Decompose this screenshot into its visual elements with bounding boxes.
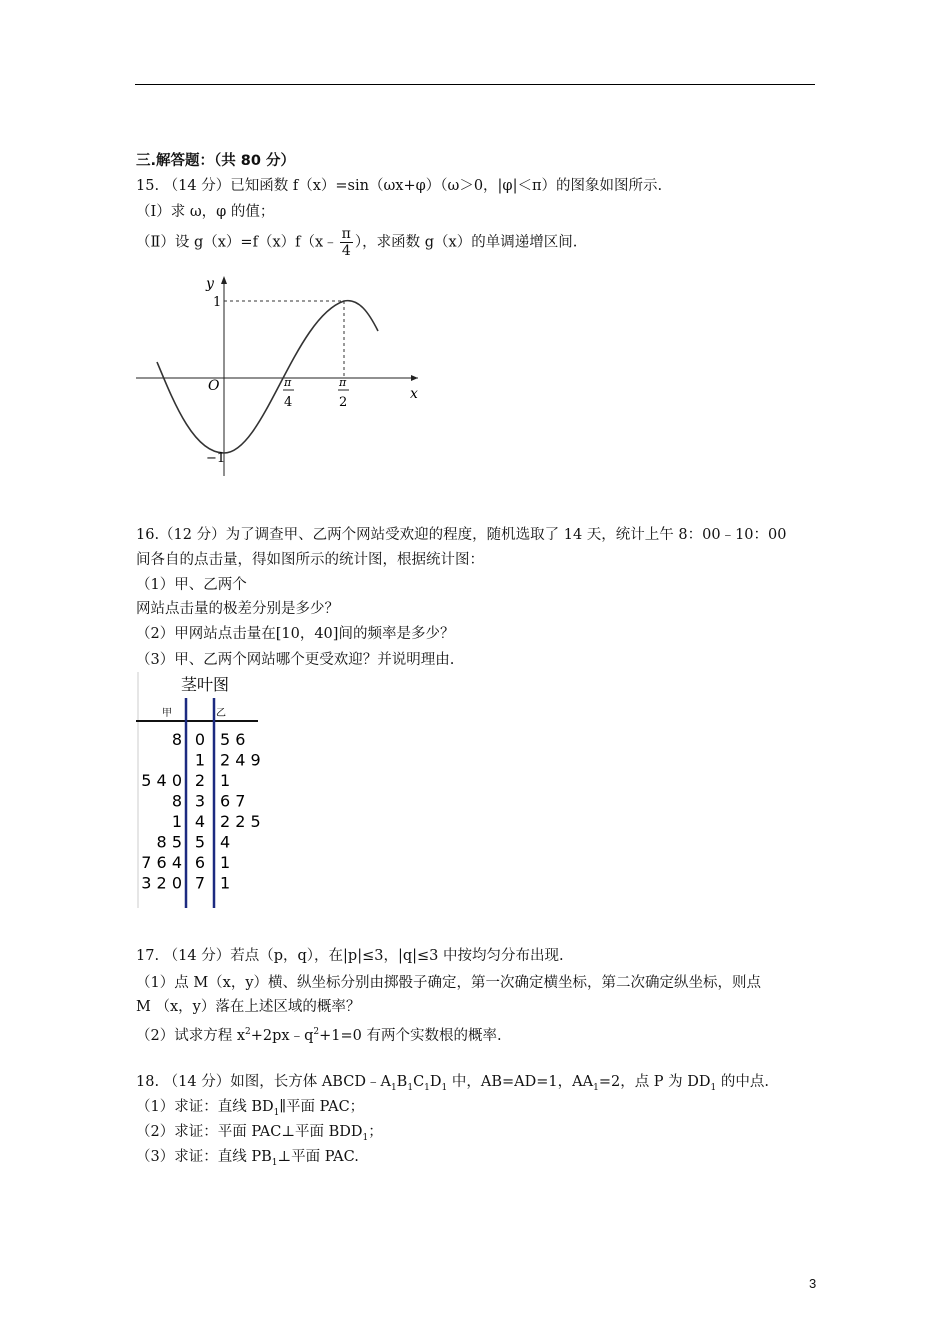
- stem: 6: [194, 853, 206, 872]
- sub-1: 1: [593, 1082, 599, 1093]
- y-axis-arrow-icon: [221, 276, 227, 284]
- leaf-right: 2 4 9: [220, 750, 261, 770]
- leaf-left: 7 6 4: [141, 853, 182, 872]
- x-tick-pi4-num: π: [284, 376, 292, 389]
- y-tick-minus-1: −1: [206, 451, 226, 466]
- y-label: y: [206, 276, 214, 292]
- q18-text-d: D: [429, 1074, 442, 1090]
- q15-part2: [136, 226, 577, 259]
- q17-part2: [136, 1023, 502, 1045]
- sup-2b: 2: [313, 1027, 320, 1037]
- leaf-left: 8 5: [156, 832, 182, 852]
- section-heading: 三.解答题：（共 80 分）: [136, 153, 296, 169]
- q18-p2-a: （2）求证：平面 PAC⊥平面 BDD: [136, 1124, 363, 1140]
- page-number: 3: [809, 1276, 817, 1291]
- leaf-right: 1: [220, 771, 231, 790]
- fraction-numerator: π: [341, 226, 351, 242]
- q17-part2-post: +1=0 有两个实数根的概率.: [319, 1027, 502, 1044]
- q18-text-g: 的中点.: [716, 1074, 769, 1090]
- q16-part2: （2）甲网站点击量在[10，40]间的频率是多少？: [136, 626, 455, 642]
- sup-2a: 2: [245, 1027, 251, 1037]
- q16-part1a: （1）甲、乙两个: [136, 577, 247, 593]
- x-axis-arrow-icon: [411, 375, 418, 381]
- q16-part3: （3）甲、乙两个网站哪个更受欢迎？并说明理由.: [136, 652, 455, 668]
- sine-graph: [134, 268, 434, 480]
- q18-p1-b: ∥平面 PAC；: [279, 1099, 365, 1115]
- q18-text-f: =2，点 P 为 DD: [598, 1074, 711, 1090]
- leaf-left: 8: [171, 730, 182, 749]
- q18-text-b: B: [396, 1074, 408, 1090]
- stem: 4: [194, 812, 206, 831]
- sub-1: 1: [273, 1107, 280, 1118]
- q17-part1-line2: M （x，y）落在上述区域的概率？: [136, 999, 361, 1015]
- stem: 2: [194, 771, 206, 790]
- q15-part2-post: ），求函数 g（x）的单调递增区间.: [354, 234, 578, 251]
- stem: 5: [194, 832, 206, 852]
- q17-part2-mid: +2px﹣q: [250, 1027, 314, 1044]
- leaf-right: 4: [220, 832, 231, 852]
- sub-1: 1: [424, 1082, 430, 1093]
- x-label: x: [410, 386, 418, 402]
- sub-1: 1: [441, 1082, 448, 1093]
- q18-part3: [136, 1148, 359, 1172]
- leaf-right: 1: [220, 873, 231, 893]
- q18-p2-b: ；: [368, 1124, 383, 1140]
- q18-part2: [136, 1123, 383, 1147]
- q15-part2-pre: （Ⅱ）设 g（x）=f（x）f（x﹣: [136, 234, 338, 251]
- sub-1: 1: [710, 1082, 717, 1093]
- leaf-right: 2 2 5: [220, 812, 261, 831]
- q15-part1: （Ⅰ）求 ω，φ 的值；: [136, 204, 275, 220]
- q18-text-c: C: [413, 1074, 425, 1090]
- sub-1: 1: [390, 1082, 397, 1093]
- leaf-left: 1: [171, 812, 182, 831]
- x-tick-pi2-den: 2: [339, 395, 348, 410]
- q17-part1-line1: （1）点 M（x，y）横、纵坐标分别由掷骰子确定，第一次确定横坐标，第二次确定纵坐标，则点: [136, 975, 762, 991]
- plot-title: 茎叶图: [181, 675, 230, 694]
- leaf-right: 5 6: [220, 730, 246, 749]
- leaf-right: 6 7: [220, 791, 246, 811]
- q16-stem-line2: 间各自的点击量，得如图所示的统计图，根据统计图：: [136, 552, 484, 568]
- q18-p3-b: ⊥平面 PAC.: [277, 1149, 359, 1165]
- sub-1: 1: [362, 1132, 369, 1143]
- right-header-yi: 乙: [216, 708, 226, 719]
- q17-part2-pre: （2）试求方程 x: [136, 1027, 246, 1044]
- x-tick-pi2-num: π: [339, 376, 347, 389]
- q18-part1: [136, 1098, 364, 1122]
- leaf-left: 3 2 0: [141, 873, 182, 893]
- q17-stem: 17. （14 分）若点（p，q），在|p|≤3，|q|≤3 中按均匀分布出现.: [136, 948, 564, 964]
- stem-leaf-plot: [136, 672, 268, 908]
- q18-text-a: 18. （14 分）如图，长方体 ABCD﹣A: [136, 1074, 391, 1090]
- fraction-denominator: 4: [341, 243, 351, 259]
- sub-1: 1: [407, 1082, 414, 1093]
- header-rule: [135, 84, 815, 85]
- q18-text-e: 中，AB=AD=1，AA: [447, 1074, 594, 1090]
- x-tick-pi4-den: 4: [284, 395, 293, 410]
- stem: 3: [194, 791, 206, 811]
- pi-over-4-fraction: [340, 226, 353, 259]
- origin-label: O: [208, 378, 220, 394]
- q18-p1-a: （1）求证：直线 BD: [136, 1099, 274, 1115]
- q16-stem-line1: 16.（12 分）为了调查甲、乙两个网站受欢迎的程度，随机选取了 14 天，统计上午 8：00﹣10：00: [136, 527, 787, 543]
- q18-stem: [136, 1073, 769, 1097]
- q16-part1b: 网站点击量的极差分别是多少？: [136, 601, 339, 617]
- leaf-right: 1: [220, 853, 231, 872]
- stem: 0: [194, 730, 206, 749]
- y-tick-1: 1: [213, 295, 222, 310]
- leaf-left: 5 4 0: [141, 771, 182, 790]
- left-header-jia: 甲: [162, 708, 172, 719]
- leaf-left: 8: [171, 791, 182, 811]
- sub-1: 1: [271, 1157, 278, 1168]
- q15-stem: 15. （14 分）已知函数 f（x）=sin（ωx+φ）（ω＞0，|φ|＜π）的图象如图所示.: [136, 178, 663, 194]
- stem: 1: [194, 750, 206, 770]
- stem-leaf-rows: [141, 730, 260, 893]
- q18-p3-a: （3）求证：直线 PB: [136, 1149, 272, 1165]
- stem: 7: [194, 873, 206, 893]
